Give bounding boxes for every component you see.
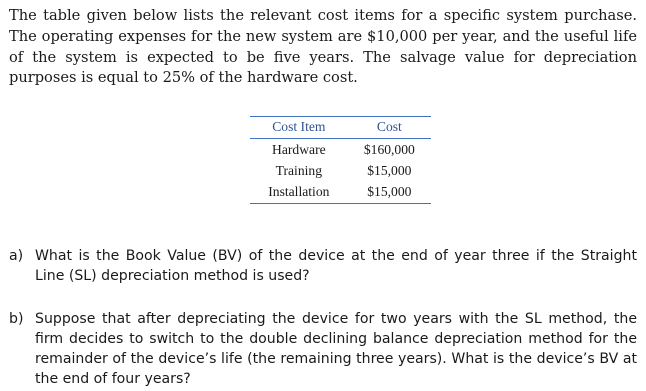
question-a-text: What is the Book Value (BV) of the device at the end of year three if the Straight Line (SL) depreciation method is used? [35,248,637,284]
question-b-text: Suppose that after depreciating the device for two years with the SL method, the firm decides to switch to the double declining balance depreciation method for the remainder of the device’s life (the remaining three years). What is the device’s BV at the end of four years? [35,311,637,387]
cost-value-cell: $160,000 [363,141,415,157]
intro-paragraph: The table given below lists the relevant cost items for a specific system purchase. The operating expenses for the new system are $10,000 per year, and the useful life of the system is expected to be five years. The salvage value for depreciation purposes is equal to 25% of the hardware cost. [9,7,637,87]
column-header-cost: Cost [348,117,431,139]
question-b [9,309,637,389]
question-a [9,246,637,286]
table-row [250,160,431,181]
cost-table [250,116,431,204]
table-row [250,181,431,204]
question-b-label: b) [9,311,24,327]
cost-value-cell: $15,000 [348,181,431,204]
cost-item-cell: Installation [250,181,348,204]
table-row [250,139,431,161]
cost-item-cell: Hardware [272,141,326,157]
cost-item-cell: Training [275,162,323,178]
table-header-row [250,117,431,139]
question-a-label: a) [9,248,24,264]
column-header-cost-item: Cost Item [250,117,348,139]
cost-value-cell: $15,000 [367,162,412,178]
